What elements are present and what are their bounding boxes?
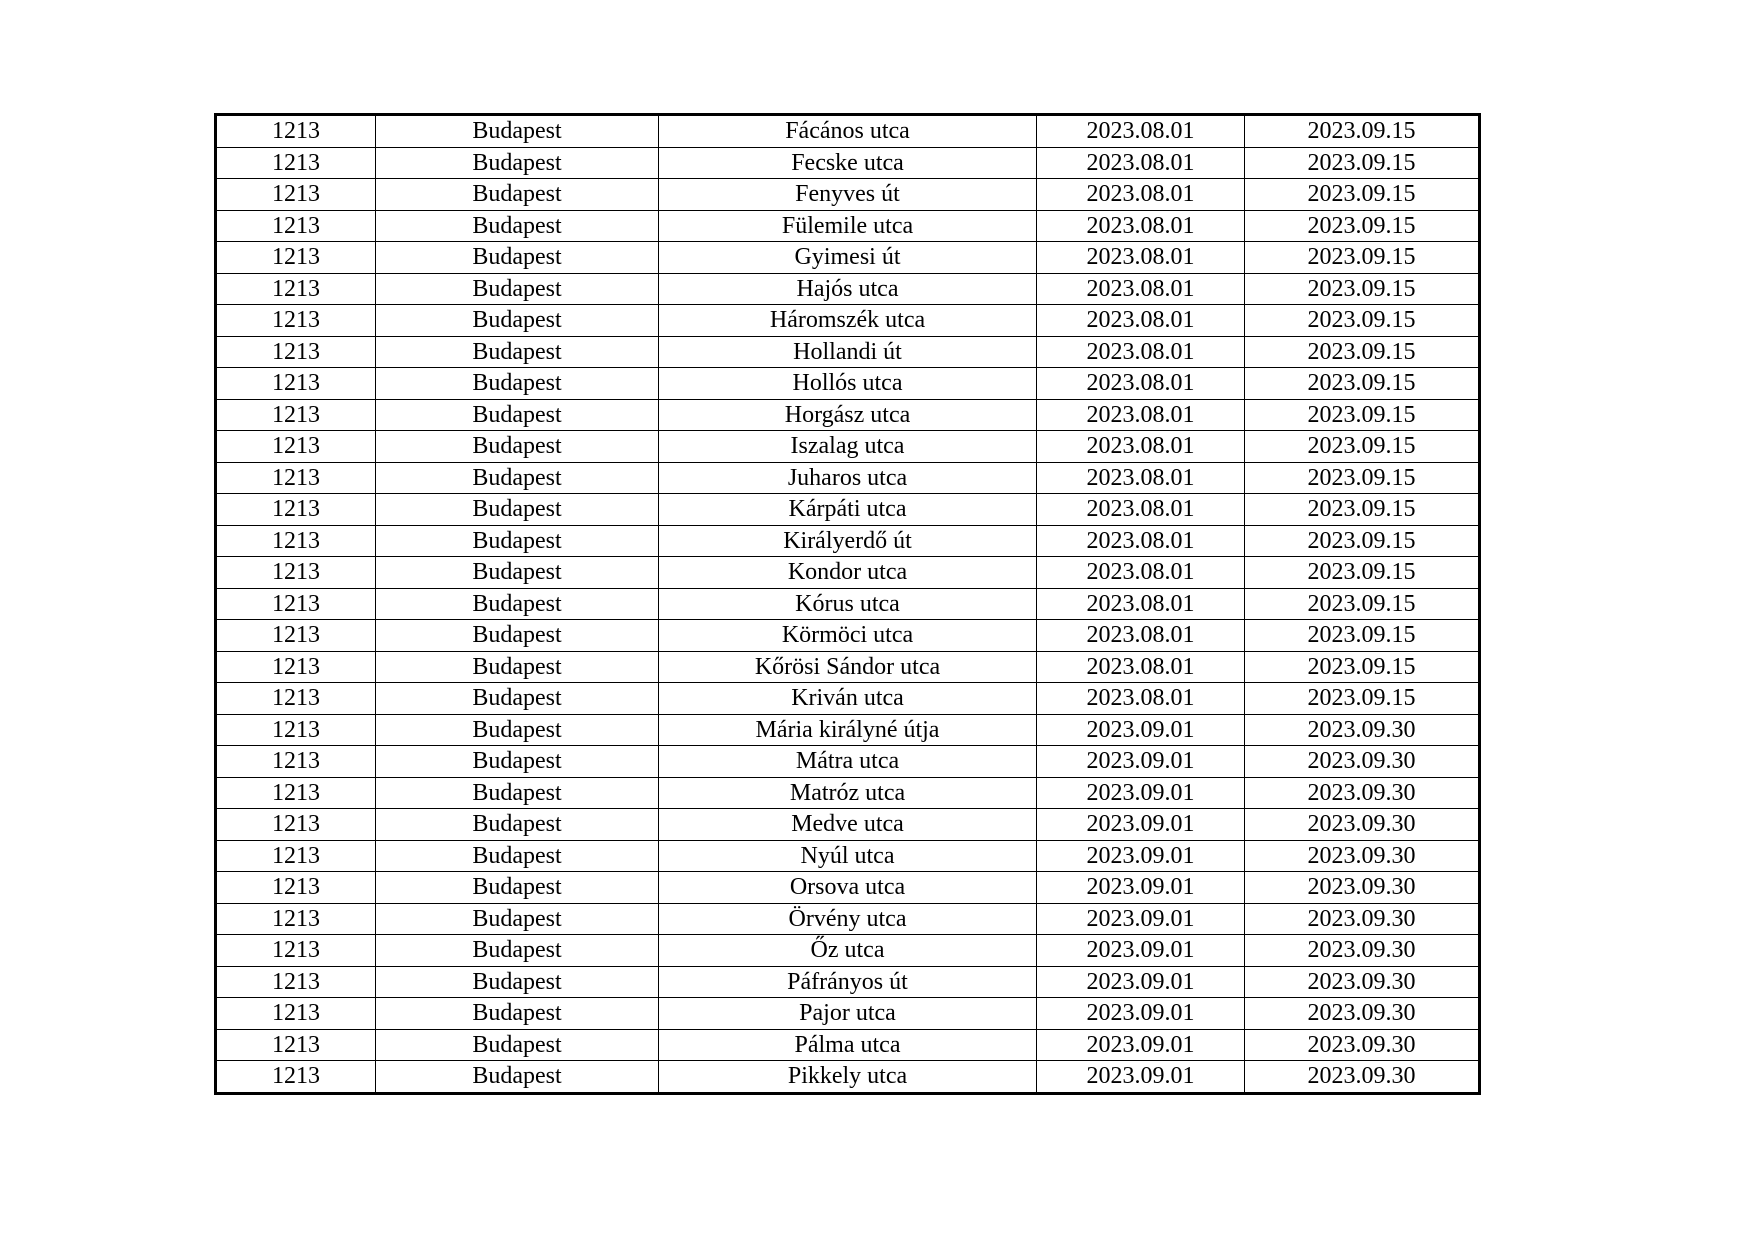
table-row xyxy=(216,809,1480,841)
zip-cell: 1213 xyxy=(216,588,376,620)
table-row xyxy=(216,935,1480,967)
end-date-cell: 2023.09.15 xyxy=(1245,115,1480,148)
zip-cell: 1213 xyxy=(216,462,376,494)
street-cell: Kárpáti utca xyxy=(659,494,1037,526)
table-row xyxy=(216,494,1480,526)
city-cell: Budapest xyxy=(376,242,659,274)
city-cell: Budapest xyxy=(376,840,659,872)
end-date-cell: 2023.09.30 xyxy=(1245,840,1480,872)
end-date-cell: 2023.09.15 xyxy=(1245,147,1480,179)
city-cell: Budapest xyxy=(376,714,659,746)
start-date-cell: 2023.09.01 xyxy=(1037,714,1245,746)
start-date-cell: 2023.09.01 xyxy=(1037,1061,1245,1094)
city-cell: Budapest xyxy=(376,620,659,652)
end-date-cell: 2023.09.30 xyxy=(1245,966,1480,998)
zip-cell: 1213 xyxy=(216,620,376,652)
street-cell: Hollandi út xyxy=(659,336,1037,368)
start-date-cell: 2023.08.01 xyxy=(1037,273,1245,305)
end-date-cell: 2023.09.15 xyxy=(1245,305,1480,337)
city-cell: Budapest xyxy=(376,494,659,526)
zip-cell: 1213 xyxy=(216,525,376,557)
street-cell: Pikkely utca xyxy=(659,1061,1037,1094)
city-cell: Budapest xyxy=(376,210,659,242)
table-row xyxy=(216,1061,1480,1094)
table-body xyxy=(216,115,1480,1094)
zip-cell: 1213 xyxy=(216,242,376,274)
end-date-cell: 2023.09.30 xyxy=(1245,903,1480,935)
start-date-cell: 2023.08.01 xyxy=(1037,588,1245,620)
street-cell: Orsova utca xyxy=(659,872,1037,904)
table-row xyxy=(216,305,1480,337)
street-cell: Kőrösi Sándor utca xyxy=(659,651,1037,683)
city-cell: Budapest xyxy=(376,147,659,179)
city-cell: Budapest xyxy=(376,557,659,589)
street-cell: Őz utca xyxy=(659,935,1037,967)
end-date-cell: 2023.09.15 xyxy=(1245,494,1480,526)
street-schedule-table xyxy=(214,113,1481,1095)
city-cell: Budapest xyxy=(376,1029,659,1061)
zip-cell: 1213 xyxy=(216,966,376,998)
city-cell: Budapest xyxy=(376,273,659,305)
street-cell: Medve utca xyxy=(659,809,1037,841)
street-cell: Hajós utca xyxy=(659,273,1037,305)
zip-cell: 1213 xyxy=(216,368,376,400)
table-row xyxy=(216,1029,1480,1061)
zip-cell: 1213 xyxy=(216,494,376,526)
end-date-cell: 2023.09.30 xyxy=(1245,746,1480,778)
city-cell: Budapest xyxy=(376,336,659,368)
street-cell: Királyerdő út xyxy=(659,525,1037,557)
street-cell: Kórus utca xyxy=(659,588,1037,620)
table-row xyxy=(216,273,1480,305)
city-cell: Budapest xyxy=(376,903,659,935)
end-date-cell: 2023.09.30 xyxy=(1245,872,1480,904)
start-date-cell: 2023.09.01 xyxy=(1037,966,1245,998)
zip-cell: 1213 xyxy=(216,809,376,841)
start-date-cell: 2023.08.01 xyxy=(1037,147,1245,179)
start-date-cell: 2023.09.01 xyxy=(1037,903,1245,935)
street-cell: Fenyves út xyxy=(659,179,1037,211)
city-cell: Budapest xyxy=(376,431,659,463)
street-cell: Háromszék utca xyxy=(659,305,1037,337)
start-date-cell: 2023.08.01 xyxy=(1037,305,1245,337)
zip-cell: 1213 xyxy=(216,179,376,211)
table-row xyxy=(216,431,1480,463)
end-date-cell: 2023.09.15 xyxy=(1245,179,1480,211)
table-row xyxy=(216,651,1480,683)
end-date-cell: 2023.09.30 xyxy=(1245,1061,1480,1094)
zip-cell: 1213 xyxy=(216,1061,376,1094)
city-cell: Budapest xyxy=(376,872,659,904)
table-row xyxy=(216,840,1480,872)
zip-cell: 1213 xyxy=(216,903,376,935)
start-date-cell: 2023.09.01 xyxy=(1037,935,1245,967)
zip-cell: 1213 xyxy=(216,935,376,967)
end-date-cell: 2023.09.15 xyxy=(1245,273,1480,305)
table-row xyxy=(216,683,1480,715)
start-date-cell: 2023.08.01 xyxy=(1037,431,1245,463)
zip-cell: 1213 xyxy=(216,399,376,431)
city-cell: Budapest xyxy=(376,305,659,337)
end-date-cell: 2023.09.15 xyxy=(1245,368,1480,400)
city-cell: Budapest xyxy=(376,462,659,494)
zip-cell: 1213 xyxy=(216,147,376,179)
table-row xyxy=(216,620,1480,652)
street-cell: Pálma utca xyxy=(659,1029,1037,1061)
end-date-cell: 2023.09.15 xyxy=(1245,683,1480,715)
table-row xyxy=(216,557,1480,589)
street-cell: Iszalag utca xyxy=(659,431,1037,463)
zip-cell: 1213 xyxy=(216,210,376,242)
street-cell: Nyúl utca xyxy=(659,840,1037,872)
start-date-cell: 2023.08.01 xyxy=(1037,651,1245,683)
city-cell: Budapest xyxy=(376,651,659,683)
street-cell: Fácános utca xyxy=(659,115,1037,148)
zip-cell: 1213 xyxy=(216,777,376,809)
table-row xyxy=(216,462,1480,494)
zip-cell: 1213 xyxy=(216,115,376,148)
start-date-cell: 2023.09.01 xyxy=(1037,998,1245,1030)
start-date-cell: 2023.08.01 xyxy=(1037,620,1245,652)
start-date-cell: 2023.09.01 xyxy=(1037,746,1245,778)
city-cell: Budapest xyxy=(376,683,659,715)
street-cell: Juharos utca xyxy=(659,462,1037,494)
zip-cell: 1213 xyxy=(216,998,376,1030)
table-row xyxy=(216,336,1480,368)
end-date-cell: 2023.09.15 xyxy=(1245,336,1480,368)
street-cell: Kondor utca xyxy=(659,557,1037,589)
city-cell: Budapest xyxy=(376,1061,659,1094)
table-row xyxy=(216,242,1480,274)
zip-cell: 1213 xyxy=(216,651,376,683)
table-row xyxy=(216,368,1480,400)
city-cell: Budapest xyxy=(376,525,659,557)
table-row xyxy=(216,525,1480,557)
street-cell: Mátra utca xyxy=(659,746,1037,778)
city-cell: Budapest xyxy=(376,115,659,148)
table-row xyxy=(216,966,1480,998)
table-row xyxy=(216,588,1480,620)
street-cell: Páfrányos út xyxy=(659,966,1037,998)
zip-cell: 1213 xyxy=(216,714,376,746)
street-cell: Pajor utca xyxy=(659,998,1037,1030)
city-cell: Budapest xyxy=(376,368,659,400)
table-row xyxy=(216,210,1480,242)
city-cell: Budapest xyxy=(376,588,659,620)
zip-cell: 1213 xyxy=(216,683,376,715)
table-row xyxy=(216,179,1480,211)
end-date-cell: 2023.09.15 xyxy=(1245,557,1480,589)
zip-cell: 1213 xyxy=(216,431,376,463)
street-cell: Fülemile utca xyxy=(659,210,1037,242)
street-cell: Kriván utca xyxy=(659,683,1037,715)
street-cell: Örvény utca xyxy=(659,903,1037,935)
zip-cell: 1213 xyxy=(216,1029,376,1061)
end-date-cell: 2023.09.30 xyxy=(1245,998,1480,1030)
start-date-cell: 2023.08.01 xyxy=(1037,368,1245,400)
city-cell: Budapest xyxy=(376,935,659,967)
end-date-cell: 2023.09.15 xyxy=(1245,525,1480,557)
end-date-cell: 2023.09.15 xyxy=(1245,431,1480,463)
city-cell: Budapest xyxy=(376,777,659,809)
end-date-cell: 2023.09.15 xyxy=(1245,462,1480,494)
table-row xyxy=(216,903,1480,935)
table-row xyxy=(216,777,1480,809)
street-cell: Fecske utca xyxy=(659,147,1037,179)
street-cell: Hollós utca xyxy=(659,368,1037,400)
start-date-cell: 2023.08.01 xyxy=(1037,494,1245,526)
start-date-cell: 2023.08.01 xyxy=(1037,242,1245,274)
start-date-cell: 2023.09.01 xyxy=(1037,840,1245,872)
end-date-cell: 2023.09.30 xyxy=(1245,1029,1480,1061)
start-date-cell: 2023.09.01 xyxy=(1037,872,1245,904)
street-cell: Mária királyné útja xyxy=(659,714,1037,746)
start-date-cell: 2023.08.01 xyxy=(1037,462,1245,494)
table-row xyxy=(216,746,1480,778)
table-row xyxy=(216,872,1480,904)
start-date-cell: 2023.09.01 xyxy=(1037,777,1245,809)
city-cell: Budapest xyxy=(376,966,659,998)
table-row xyxy=(216,115,1480,148)
table-row xyxy=(216,714,1480,746)
city-cell: Budapest xyxy=(376,746,659,778)
zip-cell: 1213 xyxy=(216,840,376,872)
city-cell: Budapest xyxy=(376,998,659,1030)
city-cell: Budapest xyxy=(376,809,659,841)
table-row xyxy=(216,399,1480,431)
start-date-cell: 2023.08.01 xyxy=(1037,179,1245,211)
end-date-cell: 2023.09.15 xyxy=(1245,242,1480,274)
end-date-cell: 2023.09.30 xyxy=(1245,777,1480,809)
start-date-cell: 2023.09.01 xyxy=(1037,809,1245,841)
zip-cell: 1213 xyxy=(216,872,376,904)
city-cell: Budapest xyxy=(376,399,659,431)
table-row xyxy=(216,147,1480,179)
start-date-cell: 2023.08.01 xyxy=(1037,683,1245,715)
end-date-cell: 2023.09.15 xyxy=(1245,651,1480,683)
start-date-cell: 2023.08.01 xyxy=(1037,399,1245,431)
zip-cell: 1213 xyxy=(216,557,376,589)
start-date-cell: 2023.09.01 xyxy=(1037,1029,1245,1061)
end-date-cell: 2023.09.15 xyxy=(1245,620,1480,652)
street-cell: Körmöci utca xyxy=(659,620,1037,652)
start-date-cell: 2023.08.01 xyxy=(1037,115,1245,148)
zip-cell: 1213 xyxy=(216,305,376,337)
table-row xyxy=(216,998,1480,1030)
end-date-cell: 2023.09.15 xyxy=(1245,588,1480,620)
zip-cell: 1213 xyxy=(216,336,376,368)
start-date-cell: 2023.08.01 xyxy=(1037,557,1245,589)
end-date-cell: 2023.09.15 xyxy=(1245,399,1480,431)
end-date-cell: 2023.09.15 xyxy=(1245,210,1480,242)
street-cell: Gyimesi út xyxy=(659,242,1037,274)
start-date-cell: 2023.08.01 xyxy=(1037,210,1245,242)
zip-cell: 1213 xyxy=(216,746,376,778)
start-date-cell: 2023.08.01 xyxy=(1037,525,1245,557)
street-cell: Horgász utca xyxy=(659,399,1037,431)
end-date-cell: 2023.09.30 xyxy=(1245,809,1480,841)
start-date-cell: 2023.08.01 xyxy=(1037,336,1245,368)
city-cell: Budapest xyxy=(376,179,659,211)
street-cell: Matróz utca xyxy=(659,777,1037,809)
end-date-cell: 2023.09.30 xyxy=(1245,935,1480,967)
zip-cell: 1213 xyxy=(216,273,376,305)
end-date-cell: 2023.09.30 xyxy=(1245,714,1480,746)
